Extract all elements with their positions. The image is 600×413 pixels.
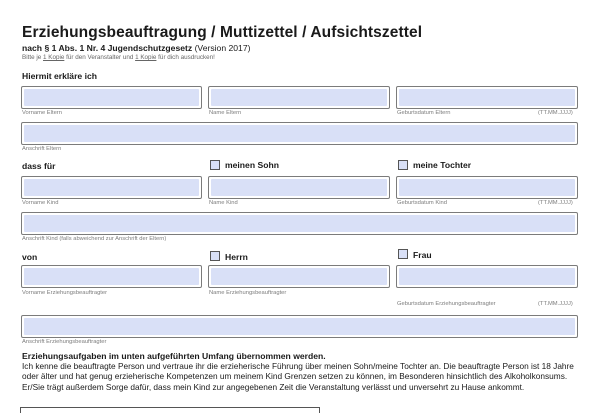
note-text-3: für dich ausdrucken! [156,54,215,61]
guardian-address-label: Anschrift Erziehungsbeauftragter [22,339,107,345]
consent-paragraph: Ich kenne die beauftragte Person und vertraue ihr die erzieherische Führung über meinen Sohn/meine Tochter an. Die beauftragte Person ist 18 Jahre oder älter und hat genug erzieherische Kompetenzen um meinem Kind Grenzen setzen zu können, im Besonderen hinsichtlich des Alkoholkonsums. Er/Sie trägt außerdem Sorge dafür, dass mein Kind zur angegebenen Zeit die Veranstaltung verlässt und unversehrt zu Hause ankommt. [22,361,574,392]
mr-checkbox[interactable] [210,251,220,261]
parent-birthdate-hint: (TT.MM.JJJJ) [538,110,573,116]
son-label: meinen Sohn [225,160,279,170]
child-birthdate-field[interactable] [396,176,578,199]
guardian-address-field[interactable] [21,315,578,338]
parent-last-name-label: Name Eltern [209,110,242,116]
note-text-2: für den Veranstalter und [64,54,136,61]
parent-heading: Hiermit erkläre ich [22,71,97,81]
mr-label: Herrn [225,252,248,262]
parent-first-name-field[interactable] [21,86,202,109]
responsibility-heading: Erziehungsaufgaben im unten aufgeführten Umfang übernommen werden. [22,351,326,361]
parent-last-name-field[interactable] [208,86,390,109]
print-note [22,54,215,61]
child-address-field[interactable] [21,212,578,235]
child-last-name-field[interactable] [208,176,390,199]
guardian-first-name-label: Vorname Erziehungsbeauftragter [22,290,108,296]
form-subtitle [22,43,250,53]
guardian-heading: von [22,252,38,262]
mrs-checkbox[interactable] [398,249,408,259]
child-heading: dass für [22,161,56,171]
child-first-name-label: Vorname Kind [22,200,59,206]
note-text-1: Bitte je [22,54,43,61]
guardian-last-name-label: Name Erziehungsbeauftragter [209,290,287,296]
subtitle-law: nach § 1 Abs. 1 Nr. 4 Jugendschutzgesetz [22,43,193,53]
note-copy-1: 1 Kopie [43,54,65,61]
form-title: Erziehungsbeauftragung / Muttizettel / Aufsichtszettel [22,24,423,41]
parent-first-name-label: Vorname Eltern [22,110,62,116]
child-address-label: Anschrift Kind (falls abweichend zur Anschrift der Eltern) [22,236,167,242]
parent-birthdate-field[interactable] [396,86,578,109]
child-birthdate-label: Geburtsdatum Kind [397,200,447,206]
subtitle-version: (Version 2017) [192,43,251,53]
child-first-name-field[interactable] [21,176,202,199]
child-last-name-label: Name Kind [209,200,238,206]
guardian-birthdate-field[interactable] [396,265,578,288]
mrs-label: Frau [413,250,432,260]
son-checkbox[interactable] [210,160,220,170]
guardian-birthdate-hint: (TT.MM.JJJJ) [538,301,573,307]
next-field-box[interactable] [20,407,320,413]
parent-address-field[interactable] [21,122,578,145]
daughter-checkbox[interactable] [398,160,408,170]
guardian-birthdate-label: Geburtsdatum Erziehungsbeauftragter [397,301,496,307]
daughter-label: meine Tochter [413,160,472,170]
child-birthdate-hint: (TT.MM.JJJJ) [538,200,573,206]
guardian-first-name-field[interactable] [21,265,202,288]
parent-birthdate-label: Geburtsdatum Eltern [397,110,451,116]
note-copy-2: 1 Kopie [135,54,157,61]
parent-address-label: Anschrift Eltern [22,146,62,152]
guardian-last-name-field[interactable] [208,265,390,288]
